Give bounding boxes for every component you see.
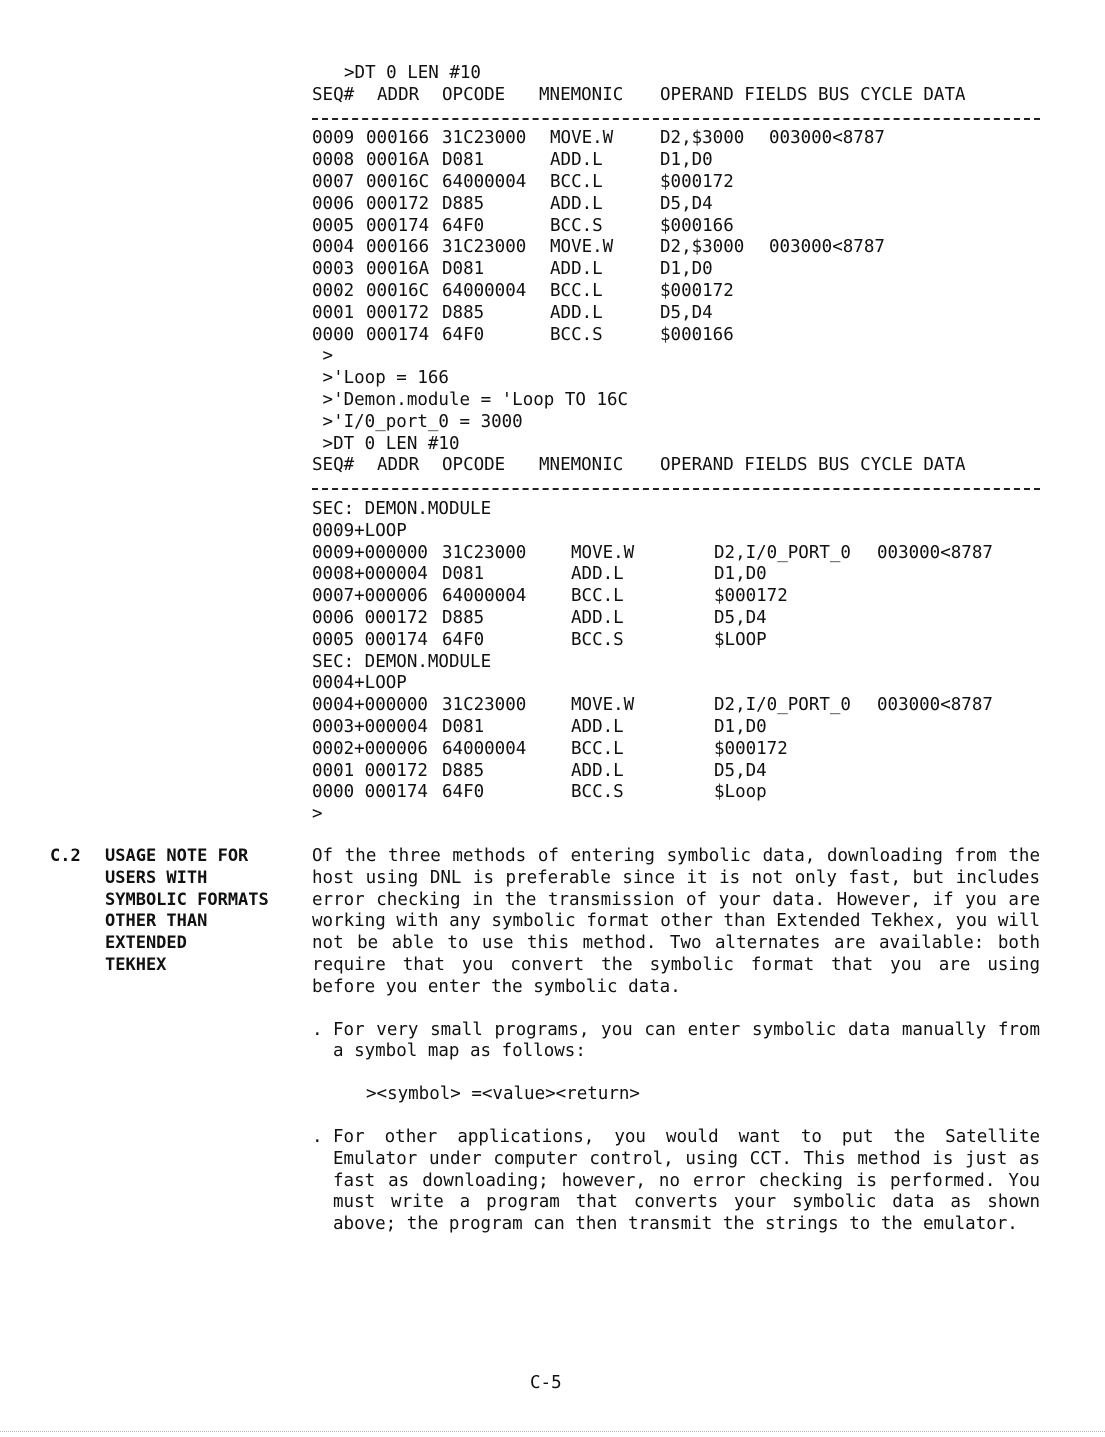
- listing-cell: D885: [442, 607, 485, 628]
- listing-cell: 0002+000006: [312, 738, 428, 759]
- listing-cell: 31C23000: [442, 695, 527, 716]
- listing-row: [312, 172, 1052, 194]
- listing-cell: 0005 000174: [312, 629, 428, 650]
- listing-cell: BCC.S: [571, 629, 624, 650]
- listing-row: [312, 259, 1052, 281]
- listing-cell: 0001: [312, 302, 355, 323]
- scan-edge: [0, 1431, 1105, 1433]
- listing-cell: ADD.L: [550, 259, 603, 280]
- command-text: >'Loop = 166: [312, 368, 449, 389]
- loop-label: 0009+LOOP: [312, 520, 407, 541]
- listing-row: [312, 782, 1052, 804]
- listing2-header: SEQ# ADDR OPCODE MNEMONIC OPERAND FIELDS BUS CYCLE DATA: [312, 455, 966, 476]
- command-text: >'Demon.module = 'Loop TO 16C: [312, 389, 629, 410]
- listing-cell: D885: [442, 193, 485, 214]
- listing-row: [312, 543, 1052, 565]
- listing-row: [312, 717, 1052, 739]
- listing-cell: BCC.L: [571, 586, 624, 607]
- code-listing: [312, 63, 1052, 826]
- listing-cell: 0001 000172: [312, 760, 428, 781]
- listing-cell: ADD.L: [550, 193, 603, 214]
- listing1-header: SEQ# ADDR OPCODE MNEMONIC OPERAND FIELDS BUS CYCLE DATA: [312, 84, 966, 105]
- listing-cell: 64F0: [442, 629, 485, 650]
- command-text: >DT 0 LEN #10: [312, 433, 460, 454]
- listing-cell: 31C23000: [442, 542, 527, 563]
- listing-cell: D1,D0: [660, 150, 713, 171]
- listing-cell: MOVE.W: [571, 695, 635, 716]
- listing-cell: 0008+000004: [312, 564, 428, 585]
- listing-cell: 0007: [312, 171, 355, 192]
- listing-cell: D081: [442, 259, 485, 280]
- command-line: [312, 412, 1052, 434]
- loop-label: 0004+LOOP: [312, 673, 407, 694]
- listing-cell: 0000: [312, 324, 355, 345]
- listing-cell: D1,D0: [660, 259, 713, 280]
- listing-cell: $000172: [660, 280, 734, 301]
- listing-cell: D2,I/0_PORT_0: [714, 542, 851, 563]
- listing-cell: D5,D4: [660, 302, 713, 323]
- listing-row: [312, 739, 1052, 761]
- listing-cell: 000166: [366, 128, 430, 149]
- listing-cell: 64F0: [442, 215, 485, 236]
- listing-cell: D081: [442, 564, 485, 585]
- divider: [312, 107, 1052, 129]
- listing-cell: MOVE.W: [550, 237, 614, 258]
- listing-cell: MOVE.W: [571, 542, 635, 563]
- listing-cell: 003000<8787: [769, 128, 885, 149]
- listing-cell: $Loop: [714, 782, 767, 803]
- bullet-mark: .: [312, 1019, 323, 1040]
- listing-cell: 000172: [366, 193, 430, 214]
- body-paragraph: Of the three methods of entering symbolic data, downloading from the host using DNL is preferable since it is not only fast, but includes error checking in the transmission of your data. However, if you are working with any symbolic format other than Extended Tekhex, you will not be able to use this method. Two alternates are available: both require that you convert the symbolic format that you are using before you enter the symbolic data.: [312, 846, 1040, 997]
- listing-cell: ADD.L: [571, 564, 624, 585]
- listing-cell: 0008: [312, 150, 355, 171]
- section-number: C.2: [50, 846, 81, 866]
- listing-cell: 003000<8787: [769, 237, 885, 258]
- listing-cell: 31C23000: [442, 128, 527, 149]
- listing-cell: BCC.S: [550, 324, 603, 345]
- command-line: [312, 390, 1052, 412]
- listing-row: [312, 194, 1052, 216]
- listing-cell: 0000 000174: [312, 782, 428, 803]
- listing-cell: 00016A: [366, 150, 430, 171]
- listing-cell: $000166: [660, 324, 734, 345]
- listing-cell: D1,D0: [714, 716, 767, 737]
- listing-cell: ADD.L: [550, 302, 603, 323]
- listing-cell: BCC.L: [550, 171, 603, 192]
- listing-cell: ADD.L: [571, 607, 624, 628]
- listing-row: [312, 237, 1052, 259]
- section-heading: USAGE NOTE FOR USERS WITH SYMBOLIC FORMATS OTHER THAN EXTENDED TEKHEX: [105, 846, 269, 975]
- listing-cell: $000172: [714, 738, 788, 759]
- listing-cell: BCC.L: [571, 738, 624, 759]
- listing1-command: >DT 0 LEN #10: [344, 63, 481, 83]
- listing-cell: 64000004: [442, 280, 527, 301]
- listing-cell: 003000<8787: [877, 695, 993, 716]
- listing-cell: 0009: [312, 128, 355, 149]
- listing-cell: $000166: [660, 215, 734, 236]
- listing-row: [312, 695, 1052, 717]
- command-line: [312, 346, 1052, 368]
- listing-cell: 0006 000172: [312, 607, 428, 628]
- listing-cell: D2,$3000: [660, 237, 745, 258]
- section-body: [312, 846, 1040, 1236]
- list-item: [312, 1020, 1040, 1064]
- listing-cell: 000174: [366, 215, 430, 236]
- list-item: [312, 1127, 1040, 1236]
- bullet-mark: .: [312, 1126, 323, 1147]
- listing-cell: 64F0: [442, 324, 485, 345]
- listing-row: [312, 630, 1052, 652]
- page-number: C-5: [530, 1373, 562, 1393]
- section-label: SEC: DEMON.MODULE: [312, 651, 492, 672]
- listing-cell: D1,D0: [714, 564, 767, 585]
- command-example: ><symbol> =<value><return>: [366, 1084, 640, 1105]
- listing-cell: 00016C: [366, 171, 430, 192]
- listing-row: [312, 586, 1052, 608]
- listing-row: [312, 216, 1052, 238]
- command-text: >'I/0_port_0 = 3000: [312, 411, 523, 432]
- listing-row: [312, 564, 1052, 586]
- listing-cell: $000172: [714, 586, 788, 607]
- list-item-text: For very small programs, you can enter symbolic data manually from a symbol map as follows:: [333, 1019, 1040, 1062]
- listing-row: [312, 608, 1052, 630]
- listing-cell: D2,I/0_PORT_0: [714, 695, 851, 716]
- listing-row: [312, 281, 1052, 303]
- listing-cell: BCC.S: [571, 782, 624, 803]
- command-line: [312, 434, 1052, 456]
- listing-cell: 0007+000006: [312, 586, 428, 607]
- section-label: SEC: DEMON.MODULE: [312, 498, 492, 519]
- listing-cell: 64F0: [442, 782, 485, 803]
- listing-cell: 64000004: [442, 738, 527, 759]
- listing-cell: D081: [442, 716, 485, 737]
- listing-cell: 64000004: [442, 171, 527, 192]
- command-text: >: [312, 346, 334, 367]
- listing-cell: BCC.L: [550, 280, 603, 301]
- listing-cell: MOVE.W: [550, 128, 614, 149]
- listing-cell: D5,D4: [714, 760, 767, 781]
- listing-cell: 0003: [312, 259, 355, 280]
- listing-cell: 0004: [312, 237, 355, 258]
- listing-cell: 31C23000: [442, 237, 527, 258]
- listing-row: [312, 325, 1052, 347]
- listing-cell: 64000004: [442, 586, 527, 607]
- listing-cell: 000172: [366, 302, 430, 323]
- listing-cell: 00016C: [366, 280, 430, 301]
- listing-cell: D885: [442, 302, 485, 323]
- list-item-text: For other applications, you would want to put the Satellite Emulator under computer control, using CCT. This method is just as fast as downloading; however, no error checking is performed. You must write a program that converts your symbolic data as shown above; the program can then transmit the strings to the emulator.: [333, 1126, 1040, 1235]
- listing-cell: 003000<8787: [877, 542, 993, 563]
- listing-cell: 0005: [312, 215, 355, 236]
- prompt: >: [312, 804, 323, 825]
- listing-cell: D2,$3000: [660, 128, 745, 149]
- listing-cell: D5,D4: [660, 193, 713, 214]
- divider: [312, 477, 1052, 499]
- listing-row: [312, 303, 1052, 325]
- listing-cell: D081: [442, 150, 485, 171]
- listing-cell: D5,D4: [714, 607, 767, 628]
- listing-cell: 0002: [312, 280, 355, 301]
- listing-row: [312, 128, 1052, 150]
- listing-cell: ADD.L: [571, 716, 624, 737]
- listing-cell: 0006: [312, 193, 355, 214]
- listing-cell: $LOOP: [714, 629, 767, 650]
- listing-cell: ADD.L: [571, 760, 624, 781]
- listing-cell: 0003+000004: [312, 716, 428, 737]
- listing-cell: 00016A: [366, 259, 430, 280]
- command-line: [312, 368, 1052, 390]
- listing-cell: ADD.L: [550, 150, 603, 171]
- listing-row: [312, 761, 1052, 783]
- listing-cell: $000172: [660, 171, 734, 192]
- listing-cell: D885: [442, 760, 485, 781]
- listing-cell: 0004+000000: [312, 695, 428, 716]
- listing-cell: 000166: [366, 237, 430, 258]
- listing-cell: 0009+000000: [312, 542, 428, 563]
- listing-cell: 000174: [366, 324, 430, 345]
- listing-row: [312, 150, 1052, 172]
- listing-cell: BCC.S: [550, 215, 603, 236]
